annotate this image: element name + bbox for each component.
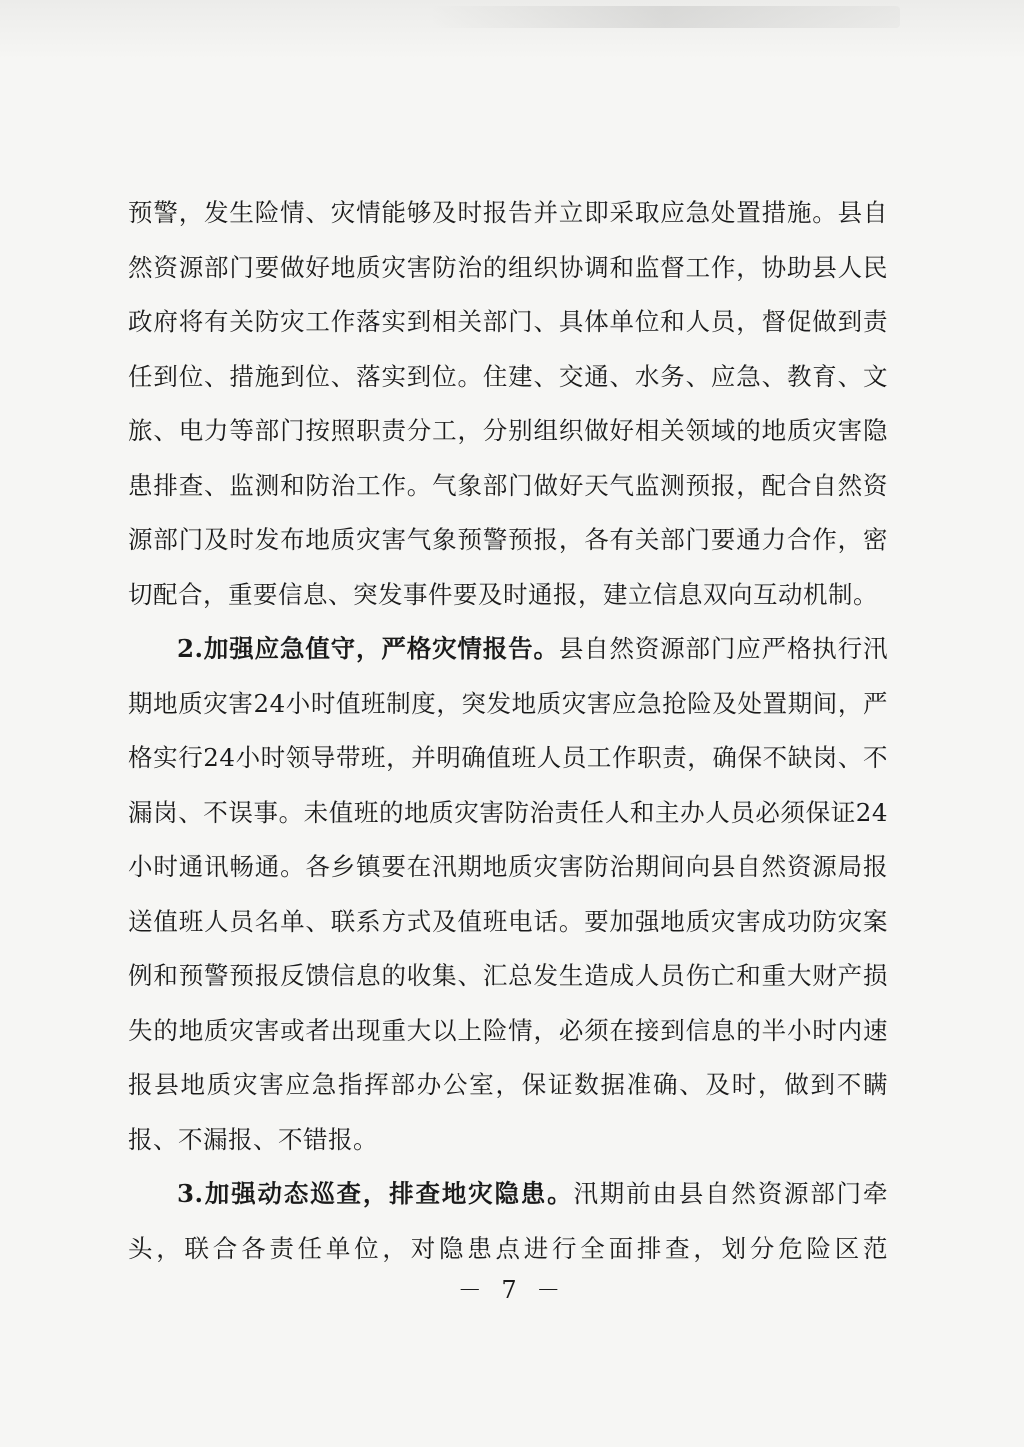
bleed-through-mark xyxy=(430,6,900,28)
paragraph-3-heading: 3.加强动态巡查，排查地灾隐患。 xyxy=(177,1179,574,1208)
paragraph-2 xyxy=(128,622,888,1167)
document-body xyxy=(128,186,888,1276)
page-number: － 7 － xyxy=(457,1276,567,1304)
paragraph-3 xyxy=(128,1167,888,1276)
paragraph-1-text: 预警，发生险情、灾情能够及时报告并立即采取应急处置措施。县自然资源部门要做好地质灾害防治的组织协调和监督工作，协助县人民政府将有关防灾工作落实到相关部门、具体单位和人员，督促做到责任到位、措施到位、落实到位。住建、交通、水务、应急、教育、文旅、电力等部门按照职责分工，分别组织做好相关领域的地质灾害隐患排查、监测和防治工作。气象部门做好天气监测预报，配合自然资源部门及时发布地质灾害气象预警预报，各有关部门要通力合作，密切配合，重要信息、突发事件要及时通报，建立信息双向互动机制。 xyxy=(128,198,888,609)
paragraph-2-text: 县自然资源部门应严格执行汛期地质灾害24小时值班制度，突发地质灾害应急抢险及处置期间，严格实行24小时领导带班，并明确值班人员工作职责，确保不缺岗、不漏岗、不误事。未值班的地质灾害防治责任人和主办人员必须保证24小时通讯畅通。各乡镇要在汛期地质灾害防治期间向县自然资源局报送值班人员名单、联系方式及值班电话。要加强地质灾害成功防灾案例和预警预报反馈信息的收集、汇总发生造成人员伤亡和重大财产损失的地质灾害或者出现重大以上险情，必须在接到信息的半小时内速报县地质灾害应急指挥部办公室，保证数据准确、及时，做到不瞒报、不漏报、不错报。 xyxy=(128,634,888,1154)
paragraph-2-heading: 2.加强应急值守，严格灾情报告。 xyxy=(177,634,559,663)
paragraph-3-text: 汛期前由县自然资源部门牵头，联合各责任单位，对隐患点进行全面排查，划分危险区范 xyxy=(128,1179,888,1263)
paragraph-1 xyxy=(128,186,888,622)
